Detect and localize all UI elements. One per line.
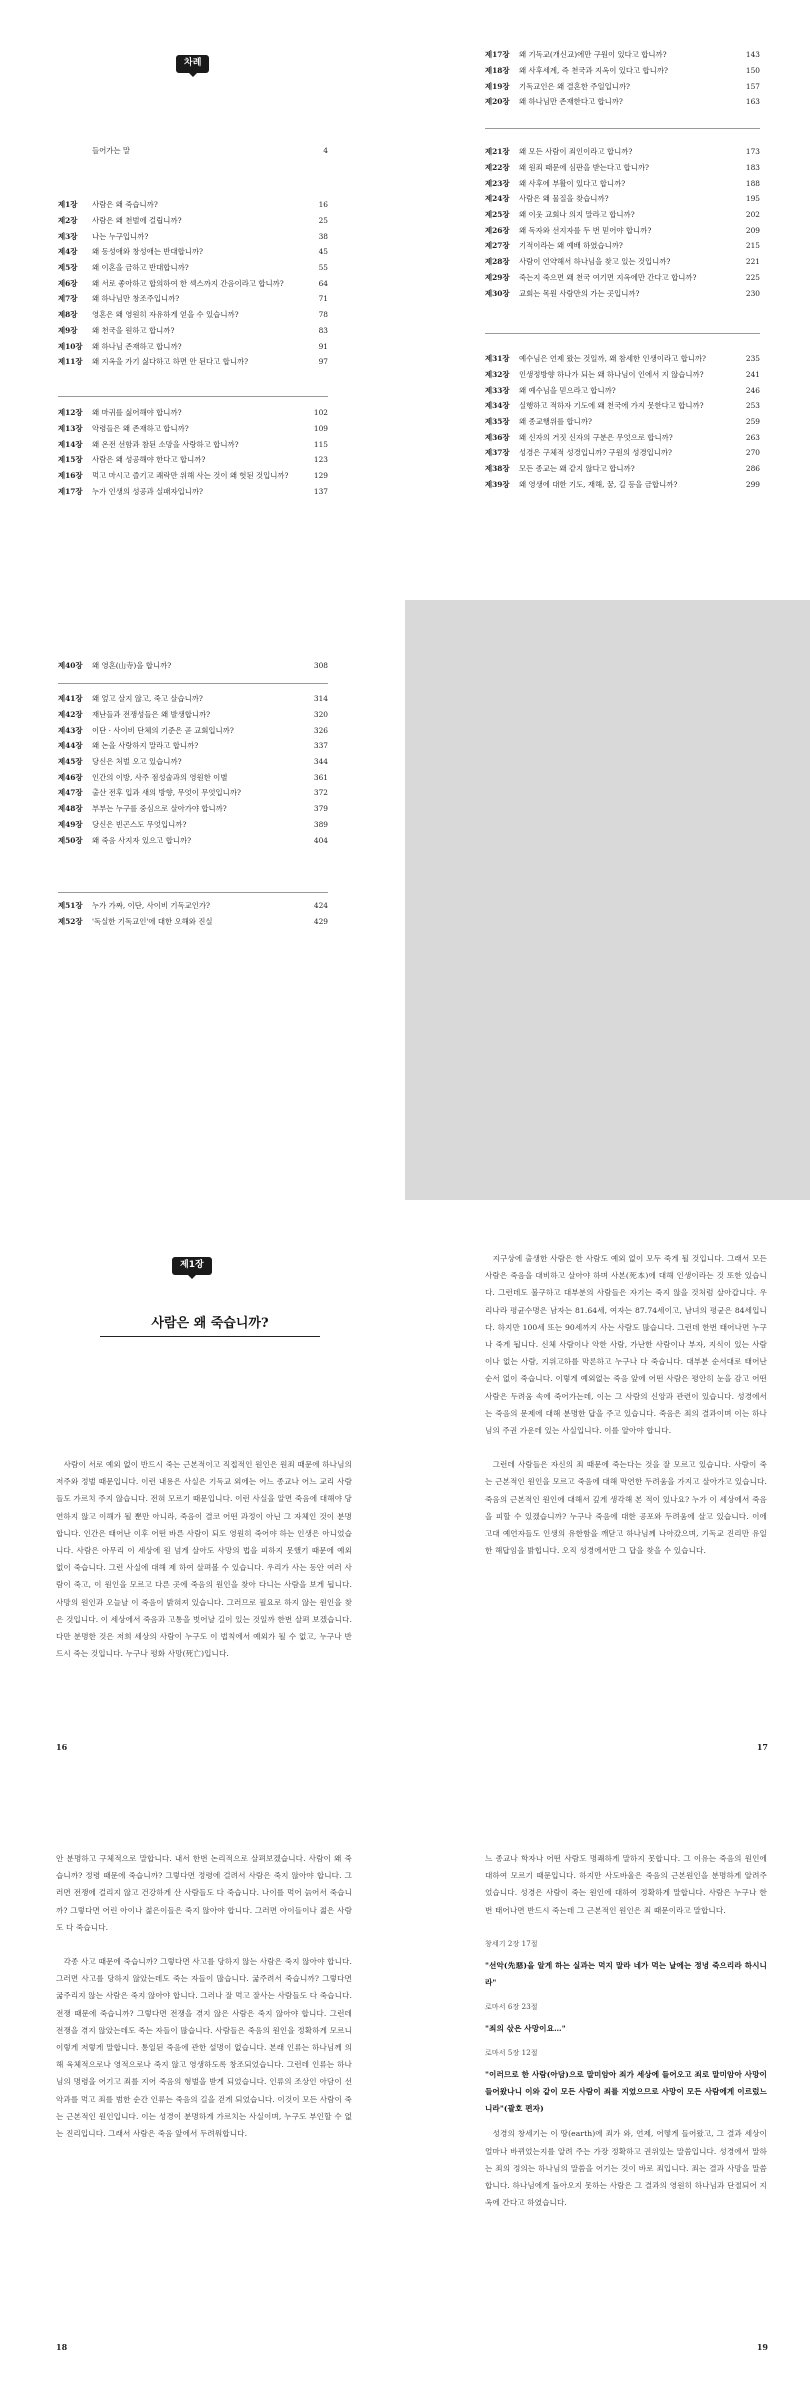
toc-row[interactable] (485, 191, 760, 207)
toc-title: 왜 독자와 선지자를 두 번 믿어야 합니까? (519, 225, 652, 235)
toc-page: 215 (745, 241, 760, 251)
toc-title: 왜 기독교(개신교)에만 구원이 있다고 합니까? (519, 50, 667, 60)
toc-divider-wrap (58, 677, 328, 690)
paragraph: 각종 사고 때문에 죽습니까? 그렇다면 사고를 당하지 않는 사람은 죽지 않아야 합니다. 그러면 사고를 당하지 않았는데도 죽는 자들이 많습니다. 굶주려서 죽습니까? 그렇다면 굶주리지 않는 사람은 죽지 않아야 합니다. 그러나 잘 먹고 잘사는 사람들도 다 죽습니다. 전쟁 때문에 죽습니까? 그렇다면 전쟁을 겪지 않은 사람은 죽지 않아야 합니다. 그런데 전쟁을 겪지 않았는데도 죽는 자들이 많습니다. 사람들은 죽음의 원인을 정확하게 모르니 이렇게 저렇게 말합니다. 통일된 죽음에 관한 설명이 없습니다. 본래 인류는 하나님께 의해 육체적으로나 영적으로나 죽지 않고 영생하도록 창조되었습니다. 그런데 인류는 하나님의 명령을 어기고 죄를 지어 죽음의 형벌을 받게 되었습니다. 인류의 조상인 아담이 선악과를 먹고 죄를 범한 순간 인류는 죽음의 길을 걷게 되었습니다. 이것이 모든 사람이 죽는 근본적인 원인입니다. 이는 성경이 분명하게 가르치는 사실이며, 누구도 부인할 수 없는 진리입니다. 그래서 사람은 죽음 앞에서 두려워합니다. (56, 1957, 352, 2139)
toc-chapter-num: 제1장 (58, 200, 78, 210)
toc-row[interactable] (58, 817, 328, 833)
toc-title: 인간의 이방, 사주 점성술과의 영원한 이별 (92, 772, 228, 782)
chapter-body (56, 1456, 352, 1679)
toc-group (58, 197, 328, 370)
toc-title: 당신은 처벌 오고 있습니까? (92, 757, 182, 767)
toc-chapter-num: 제2장 (58, 216, 78, 226)
toc-group (58, 898, 328, 929)
toc-row[interactable] (58, 338, 328, 354)
toc-chapter-num: 제47장 (58, 788, 83, 798)
text-page-19 (405, 1800, 810, 2400)
toc-page: 71 (318, 294, 328, 304)
toc-title: 왜 하나님만 창조주입니까? (92, 294, 180, 304)
toc-row[interactable] (58, 914, 328, 930)
toc-row[interactable] (58, 898, 328, 914)
toc-row[interactable] (485, 398, 760, 414)
toc-title: 누가 인생의 성공과 실패자입니까? (92, 486, 203, 496)
toc-row[interactable] (58, 323, 328, 339)
toc-title: 왜 마귀를 싫어해야 합니까? (92, 408, 182, 418)
toc-chapter-num: 제17장 (485, 50, 510, 60)
chapter-title: 사람은 왜 죽습니까? (100, 1312, 320, 1337)
toc-chapter-num: 제43장 (58, 725, 83, 735)
toc-page: 123 (313, 455, 328, 465)
toc-title: 부부는 누구를 중심으로 살아가야 합니까? (92, 804, 227, 814)
toc-title: 사람은 왜 성공해야 한다고 합니까? (92, 455, 206, 465)
toc-row[interactable] (58, 832, 328, 848)
toc-title: 실행하고 적하자 기도에 왜 천국에 가지 못한다고 합니까? (519, 401, 704, 411)
toc-row[interactable] (485, 351, 760, 367)
toc-row[interactable] (58, 197, 328, 213)
toc-divider-wrap (485, 122, 760, 135)
toc-row[interactable] (58, 707, 328, 723)
toc-page: 38 (318, 231, 328, 241)
page-number: 19 (756, 2342, 768, 2352)
toc-title: 왜 영생에 대한 기도, 재해, 꿈, 길 등을 금합니까? (519, 479, 678, 489)
toc-page: 202 (745, 210, 760, 220)
toc-row[interactable] (58, 801, 328, 817)
toc-chapter-num: 제22장 (485, 163, 510, 173)
chapter-opening-page (0, 1200, 405, 1800)
toc-page: 286 (745, 464, 760, 474)
toc-group (58, 658, 328, 674)
toc-title: 기독교인은 왜 결혼한 주일입니까? (519, 81, 630, 91)
toc-row[interactable] (58, 754, 328, 770)
toc-row[interactable] (58, 691, 328, 707)
toc-chapter-num: 제13장 (58, 424, 83, 434)
toc-chapter-num: 제32장 (485, 370, 510, 380)
toc-row[interactable] (58, 228, 328, 244)
page-body (485, 1250, 767, 1576)
toc-page: 150 (745, 66, 760, 76)
toc-title: 왜 천국을 원하고 합니까? (92, 325, 175, 335)
toc-chapter-num: 제10장 (58, 341, 83, 351)
toc-page: 372 (313, 788, 328, 798)
toc-title: 교회는 목원 사람만의 가는 곳입니까? (519, 288, 640, 298)
toc-page: 83 (318, 325, 328, 335)
toc-title: 출산 전후 입과 새의 방향, 무엇이 무엇입니까? (92, 788, 241, 798)
toc-page: 143 (745, 50, 760, 60)
toc-divider (485, 333, 760, 334)
toc-page-3 (0, 600, 405, 1200)
toc-title: 모든 종교는 왜 같지 않다고 합니까? (519, 464, 635, 474)
toc-row[interactable] (58, 722, 328, 738)
toc-title: 왜 온전 선함과 참된 소망을 사랑하고 합니까? (92, 439, 239, 449)
toc-divider-wrap (58, 390, 328, 403)
toc-row[interactable] (485, 94, 760, 110)
toc-title: 당신은 빈곤스도 무엇입니까? (92, 819, 187, 829)
toc-page: 97 (318, 357, 328, 367)
toc-chapter-num: 제30장 (485, 288, 510, 298)
toc-group (58, 691, 328, 848)
toc-title: 왜 이웃 교회나 의지 말라고 합니까? (519, 210, 635, 220)
toc-row[interactable] (58, 213, 328, 229)
page-body (56, 1850, 352, 2159)
verse-quote: "이러므로 한 사람(아담)으로 말미암아 죄가 세상에 들어오고 죄로 말미암아 사망이 들어왔나니 이와 같이 모든 사람이 죄를 지었으므로 사망이 모든 사람에게 이르렀느니라"(괄호 편자) (485, 2070, 767, 2114)
toc-page: 183 (745, 163, 760, 173)
toc-divider (485, 128, 760, 129)
toc-chapter-num: 제9장 (58, 325, 78, 335)
toc-chapter-num: 제6장 (58, 278, 78, 288)
toc-badge: 차례 (176, 55, 209, 73)
chapter-badge: 제1장 (172, 1257, 212, 1275)
paragraph: 느 종교나 학자나 어떤 사람도 명쾌하게 말하지 못합니다. 그 이유는 죽음의 원인에 대하여 모르기 때문입니다. 하지만 사도바울은 죽음의 근본원인을 분명하게 알려주었습니다. 성경은 사람이 죽는 원인에 대하여 정확하게 말합니다. 사람은 누구나 한번 태어나면 반드시 죽는데 그 근본적인 원인은 죄 때문이라고 말합니다. (485, 1854, 767, 1915)
toc-title: 나는 누구입니까? (92, 231, 149, 241)
toc-title: 인생정방향 하나가 되는 왜 하나님이 인에서 지 않습니까? (519, 370, 704, 380)
toc-chapter-num: 제33장 (485, 385, 510, 395)
toc-row[interactable] (58, 291, 328, 307)
toc-page: 209 (745, 225, 760, 235)
toc-chapter-num: 제40장 (58, 661, 83, 671)
toc-chapter-num: 제36장 (485, 432, 510, 442)
toc-page: 129 (313, 471, 328, 481)
toc-page: 163 (745, 97, 760, 107)
toc-page: 344 (313, 757, 328, 767)
toc-page: 157 (745, 81, 760, 91)
toc-row[interactable] (485, 414, 760, 430)
paragraph: 그런데 사람들은 자신의 죄 때문에 죽는다는 것을 잘 모르고 있습니다. 사람이 죽는 근본적인 원인을 모르고 죽음에 대해 막연한 두려움을 가지고 살아가고 있습니다. 죽음의 근본적인 원인에 대해서 깊게 생각해 본 적이 있나요? 누가 이 세상에서 죽음을 피할 수 있겠습니까? 누구나 죽음에 대한 공포와 두려움에 살고 있습니다. 이에 고대 예언자들도 인생의 유한함을 깨닫고 하나님께 나아갔으며, 기독교 진리만 유일한 해답임을 밝힙니다. 오직 성경에서만 그 답을 찾을 수 있습니다. (485, 1460, 767, 1556)
toc-title: 왜 예수님을 믿으라고 합니까? (519, 385, 616, 395)
toc-row[interactable] (485, 445, 760, 461)
toc-page: 299 (745, 479, 760, 489)
toc-page: 235 (745, 354, 760, 364)
toc-title: 왜 모든 사람이 죄인이라고 합니까? (519, 147, 633, 157)
toc-page: 429 (313, 917, 328, 927)
toc-row[interactable] (58, 436, 328, 452)
toc-divider (58, 396, 328, 397)
toc-chapter-num: 제46장 (58, 772, 83, 782)
toc-page: 253 (745, 401, 760, 411)
toc-title: 먹고 마시고 즐기고 쾌락만 위해 사는 것이 왜 헛된 것입니까? (92, 471, 289, 481)
toc-title: 성경은 구체적 성경입니까? 구원의 성경입니까? (519, 448, 672, 458)
toc-title: 왜 지옥을 가기 싫다하고 하면 안 된다고 합니까? (92, 357, 249, 367)
toc-chapter-num: 제29장 (485, 272, 510, 282)
verse-quote: "선악(先惡)을 알게 하는 실과는 먹지 말라 네가 먹는 날에는 정녕 죽으리라 하시니라" (485, 1961, 767, 1988)
toc-divider-wrap (485, 327, 760, 340)
toc-page: 241 (745, 370, 760, 380)
toc-page: 188 (745, 178, 760, 188)
toc-chapter-num: 제39장 (485, 479, 510, 489)
toc-title: 왜 동성애와 창성애는 반대합니까? (92, 247, 203, 257)
toc-page: 16 (318, 200, 328, 210)
toc-title: 왜 영혼(山寺)을 합니까? (92, 661, 172, 671)
toc-chapter-num: 제52장 (58, 917, 83, 927)
toc-row[interactable] (58, 483, 328, 499)
toc-row[interactable] (485, 270, 760, 286)
toc-chapter-num: 제14장 (58, 439, 83, 449)
toc-row[interactable] (58, 143, 328, 159)
toc-title: 이단 · 사이비 단체의 기준은 곧 교회입니까? (92, 725, 234, 735)
toc-row[interactable] (485, 429, 760, 445)
toc-row[interactable] (485, 144, 760, 160)
toc-chapter-num: 제7장 (58, 294, 78, 304)
toc-intro (58, 143, 328, 159)
toc-group (58, 405, 328, 499)
toc-title: 재난들과 전쟁성들은 왜 발생합니까? (92, 710, 211, 720)
toc-page: 55 (318, 263, 328, 273)
toc-row[interactable] (485, 254, 760, 270)
toc-page: 361 (313, 772, 328, 782)
toc-title: 왜 하나님 존재하고 합니까? (92, 341, 182, 351)
toc-page: 326 (313, 725, 328, 735)
toc-chapter-num: 제20장 (485, 97, 510, 107)
toc-title: 사람은 왜 물질을 찾습니까? (519, 194, 609, 204)
toc-title: 왜 사후에 부활이 있다고 합니까? (519, 178, 626, 188)
toc-title: 왜 신자의 거짓 신자의 구분은 무엇으로 합니까? (519, 432, 673, 442)
toc-title: 사람이 언약해서 하나님을 찾고 있는 것입니까? (519, 257, 671, 267)
toc-page: 45 (318, 247, 328, 257)
toc-chapter-num: 제25장 (485, 210, 510, 220)
toc-chapter-num: 제38장 (485, 464, 510, 474)
toc-chapter-num: 제28장 (485, 257, 510, 267)
paragraph: 성경의 창세기는 이 땅(earth)에 죄가 와, 언제, 어떻게 들어왔고, 그 결과 세상이 얼마나 바뀌었는지를 알려 주는 가장 정확하고 권위있는 말씀입니다. 성경에서 말하는 죄의 정의는 하나님의 말씀을 어기는 것이 바로 죄입니다. 죄는 결과 사망을 말씀합니다. 하나님에게 돌아오지 못하는 사람은 그 결과의 영원히 하나님과 단절되어 지옥에 간다고 하였습니다. (485, 2129, 767, 2208)
toc-page: 270 (745, 448, 760, 458)
toc-page: 263 (745, 432, 760, 442)
toc-page: 337 (313, 741, 328, 751)
toc-page: 221 (745, 257, 760, 267)
toc-page: 195 (745, 194, 760, 204)
toc-page: 64 (318, 278, 328, 288)
toc-row[interactable] (485, 238, 760, 254)
toc-chapter-num: 제41장 (58, 694, 83, 704)
page-number: 17 (756, 1742, 768, 1752)
toc-row[interactable] (485, 382, 760, 398)
toc-page: 225 (745, 272, 760, 282)
toc-row[interactable] (58, 244, 328, 260)
toc-page: 78 (318, 310, 328, 320)
toc-row[interactable] (58, 260, 328, 276)
toc-chapter-num: 제19장 (485, 81, 510, 91)
toc-chapter-num: 제18장 (485, 66, 510, 76)
toc-page-1 (0, 0, 405, 600)
verse-reference: 로마서 6장 23절 (485, 2003, 538, 2012)
toc-row[interactable] (485, 222, 760, 238)
toc-group (485, 47, 760, 110)
toc-chapter-num: 제44장 (58, 741, 83, 751)
toc-row[interactable] (58, 658, 328, 674)
toc-page: 246 (745, 385, 760, 395)
toc-page: 314 (313, 694, 328, 704)
toc-row[interactable] (485, 461, 760, 477)
toc-title: 죽는지 죽으면 왜 천국 여기면 지옥에만 간다고 합니까? (519, 272, 697, 282)
toc-title: 기적이라는 왜 예배 하였습니까? (519, 241, 623, 251)
toc-title: 왜 논을 사랑하지 말라고 합니까? (92, 741, 199, 751)
toc-page: 379 (313, 804, 328, 814)
toc-chapter-num: 제45장 (58, 757, 83, 767)
toc-chapter-num: 제34장 (485, 401, 510, 411)
toc-page-2 (405, 0, 810, 600)
toc-chapter-num: 제49장 (58, 819, 83, 829)
toc-title: 영혼은 왜 영원히 자유하게 얻을 수 있습니까? (92, 310, 239, 320)
toc-row[interactable] (58, 738, 328, 754)
toc-chapter-num: 제15장 (58, 455, 83, 465)
text-page-17 (405, 1200, 810, 1800)
toc-title: 왜 사후세계, 즉 천국과 지옥이 있다고 합니까? (519, 66, 668, 76)
toc-row[interactable] (58, 785, 328, 801)
toc-title: 들어가는 말 (92, 146, 131, 156)
toc-page: 109 (313, 424, 328, 434)
toc-page: 173 (745, 147, 760, 157)
toc-row[interactable] (485, 160, 760, 176)
toc-chapter-num: 제42장 (58, 710, 83, 720)
toc-chapter-num: 제31장 (485, 354, 510, 364)
toc-group (485, 144, 760, 301)
toc-page: 389 (313, 819, 328, 829)
toc-title: '독실한 기독교인'에 대한 오해와 진실 (92, 917, 213, 927)
toc-title: 왜 서로 좋아하고 합의하여 한 섹스까지 간음이라고 합니까? (92, 278, 284, 288)
toc-row[interactable] (485, 367, 760, 383)
toc-group (485, 351, 760, 492)
toc-title: 사람은 왜 죽습니까? (92, 200, 158, 210)
toc-row[interactable] (485, 78, 760, 94)
toc-divider (58, 892, 328, 893)
toc-chapter-num: 제35장 (485, 417, 510, 427)
toc-title: 왜 하나님만 존재한다고 합니까? (519, 97, 623, 107)
toc-row[interactable] (58, 769, 328, 785)
toc-page: 115 (313, 439, 328, 449)
toc-chapter-num: 제50장 (58, 835, 83, 845)
blank-gray-page (405, 600, 810, 1200)
toc-row[interactable] (485, 207, 760, 223)
toc-chapter-num: 제16장 (58, 471, 83, 481)
toc-page: 259 (745, 417, 760, 427)
toc-page: 102 (313, 408, 328, 418)
toc-divider (58, 683, 328, 684)
toc-row[interactable] (485, 63, 760, 79)
verse-quote: "죄의 삯은 사망이요…" (485, 2024, 566, 2034)
toc-title: 예수님은 언제 왔는 것일까, 왜 참세한 인생이라고 합니까? (519, 354, 706, 364)
toc-chapter-num: 제5장 (58, 263, 78, 273)
toc-page: 25 (318, 216, 328, 226)
toc-title: 왜 엎고 살지 않고, 죽고 살습니까? (92, 694, 203, 704)
toc-page: 137 (313, 486, 328, 496)
toc-title: 사람은 왜 천벌에 걸립니까? (92, 216, 182, 226)
paragraph: 안 분명하고 구체적으로 말합니다. 내서 한번 논리적으로 살펴보겠습니다. 사람이 왜 죽습니까? 정령 때문에 죽습니까? 그렇다면 정령에 걸려서 사람은 죽지 않아야 합니다. 그러면 전쟁에 걸리지 않고 건강하게 산 사람들도 다 죽습니다. 나이를 먹어 늙어서 죽습니까? 그렇다면 어린 아이나 젊은이들은 죽지 않아야 합니다. 그러면 아이들이나 젊은 사람도 다 죽습니다. (56, 1854, 352, 1932)
toc-chapter-num: 제8장 (58, 310, 78, 320)
page-number: 16 (56, 1742, 68, 1752)
page-body (485, 1850, 767, 2228)
toc-page: 4 (323, 146, 328, 156)
toc-title: 누가 가짜, 이단, 사이비 기독교인가? (92, 901, 211, 911)
toc-chapter-num: 제48장 (58, 804, 83, 814)
text-page-18 (0, 1800, 405, 2400)
toc-title: 왜 원죄 때문에 심판을 받는다고 합니까? (519, 163, 649, 173)
toc-title: 왜 종교행위를 합니까? (519, 417, 592, 427)
toc-title: 왜 죽음 사지자 있으고 합니까? (92, 835, 192, 845)
toc-page: 230 (745, 288, 760, 298)
verse-reference: 창세기 2장 17절 (485, 1939, 538, 1948)
toc-page: 308 (313, 661, 328, 671)
toc-chapter-num: 제24장 (485, 194, 510, 204)
toc-page: 320 (313, 710, 328, 720)
toc-row[interactable] (485, 175, 760, 191)
toc-chapter-num: 제11장 (58, 357, 83, 367)
toc-row[interactable] (58, 307, 328, 323)
toc-chapter-num: 제27장 (485, 241, 510, 251)
paragraph: 사람이 서로 예외 없이 반드시 죽는 근본적이고 직접적인 원인은 원죄 때문에 하나님의 저주와 정벌 때문입니다. 이런 내용은 사실은 기독교 외에는 어느 종교나 어느 교리 사람들도 가르치 주지 않습니다. 전혀 모르기 때문입니다. 이런 사실을 알면 죽음에 대해야 당연하지 않고 이해가 될 뿐만 아니라, 죽음이 결코 어떤 과정이 아닌 그 자체인 것이 분명합니다. 인간은 태어난 이후 어떤 바른 사람이 되도 영원히 죽어야 하는 인생은 아니었습니다. 사람은 아무리 이 세상에 원 넘게 살아도 사망의 법을 피하지 못했기 때문에 예외 없이 죽습니다. 그런 사실에 대해 제 하여 살펴볼 수 있습니다. 우리가 사는 동안 여러 사람이 죽고, 이 원인을 모르고 다른 곳에 죽음의 원인을 찾아 다니는 사람을 보게 됩니다. 사망의 원인과 오늘날 이 죽음이 밝혀져 있습니다. 그러므로 필요로 하지 않는 원인을 찾은 것입니다. 이 세상에서 죽음과 고통을 벗어날 길이 있는 것일까 한번 살펴 보겠습니다. 다만 분명한 것은 저희 세상의 사람이 누구도 이 법칙에서 예외가 될 수 없고, 누구나 반드시 죽는 것입니다. 누구나 평화 사망(死亡)입니다. (56, 1460, 352, 1659)
toc-chapter-num: 제3장 (58, 231, 78, 241)
toc-row[interactable] (58, 452, 328, 468)
toc-chapter-num: 제4장 (58, 247, 78, 257)
toc-row[interactable] (485, 477, 760, 493)
toc-page: 91 (318, 341, 328, 351)
paragraph: 지구상에 출생한 사람은 한 사람도 예외 없이 모두 죽게 될 것입니다. 그래서 모든 사람은 죽음을 대비하고 살아야 하며 사본(死本)에 대해 인생이라는 것 또한 있습니다. 그런데도 불구하고 대부분의 사람들은 자기는 죽지 않을 것처럼 살아갑니다. 우리나라 평균수명은 남자는 81.64세, 여자는 87.74세이고, 남녀의 평균은 84세입니다. 하지만 100세 또는 90세까지 사는 사람도 많습니다. 그런데 한번 태어나면 누구나 죽게 됩니다. 신체 사람이나 악한 사람, 가난한 사람이나 부자, 지식이 있는 사람이나 없는 사람, 지위고하를 막론하고 누구나 다 죽습니다. 대부분 순서대로 태어난 순서 없이 죽습니다. 이렇게 예외없는 죽음 앞에 어떤 사람은 평안히 눈을 감고 어떤 사람은 두려움 속에 죽어가는데, 이는 그 사람의 신앙과 관련이 있습니다. 성경에서는 죽음의 문제에 대해 분명한 답을 주고 있습니다. 죽음은 죄의 결과이며 이는 하나님의 주권 가운데 있는 사실입니다. 이를 알아야 합니다. (485, 1254, 767, 1436)
toc-chapter-num: 제26장 (485, 225, 510, 235)
verse-reference: 로마서 5장 12절 (485, 2049, 538, 2058)
toc-chapter-num: 제17장 (58, 486, 83, 496)
page-number: 18 (56, 2342, 68, 2352)
toc-chapter-num: 제51장 (58, 901, 83, 911)
toc-row[interactable] (58, 275, 328, 291)
toc-row[interactable] (58, 354, 328, 370)
toc-row[interactable] (58, 468, 328, 484)
toc-row[interactable] (58, 421, 328, 437)
toc-title: 왜 이혼을 금하고 반대합니까? (92, 263, 189, 273)
toc-row[interactable] (485, 285, 760, 301)
toc-row[interactable] (485, 47, 760, 63)
toc-chapter-num: 제37장 (485, 448, 510, 458)
toc-chapter-num: 제21장 (485, 147, 510, 157)
toc-row[interactable] (58, 405, 328, 421)
toc-page: 424 (313, 901, 328, 911)
toc-chapter-num: 제23장 (485, 178, 510, 188)
toc-chapter-num: 제12장 (58, 408, 83, 418)
toc-title: 악령들은 왜 존재하고 합니까? (92, 424, 189, 434)
toc-page: 404 (313, 835, 328, 845)
